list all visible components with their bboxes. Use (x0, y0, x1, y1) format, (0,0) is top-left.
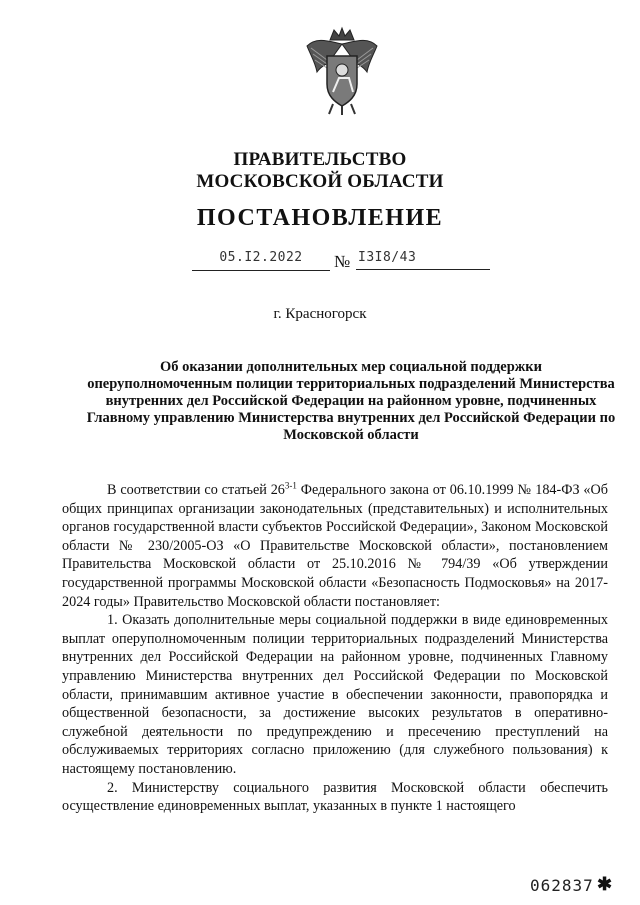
coat-of-arms-icon (303, 26, 381, 116)
document-number: I3I8/43 (356, 250, 490, 270)
number-sign: № (334, 252, 351, 271)
document-subject: Об оказании дополнительных мер социальной поддержки оперуполномоченным полиции территориальных подразделений Министерства внутренних дел Российской Федерации на районном уровне, подчиненных Главному управлению Министерства внутренних дел Российской Федерации по Московской области (86, 359, 616, 443)
org-name-line2: МОСКОВСКОЙ ОБЛАСТИ (196, 171, 444, 192)
article-superscript: 3-1 (284, 480, 297, 491)
document-date: 05.I2.2022 (192, 250, 330, 271)
city-line: г. Красногорск (273, 306, 367, 322)
asterisk-mark: ✱ (597, 874, 613, 894)
paragraph-preamble (62, 481, 608, 611)
paragraph-item-1: 1. Оказать дополнительные меры социальной поддержки в виде единовременных выплат оперуполномоченным полиции территориальных подразделений Министерства внутренних дел Российской Федерации на районном уровне, подчиненных Главному управлению Министерства внутренних дел Российской Федерации по Московской области, принимавшим активное участие в обеспечении законности, правопорядка и общественной безопасности, за достижение высоких результатов в оперативно-служебной деятельности по предупреждению и пресечению преступлений на обслуживаемых территориях согласно приложению (для служебного пользования) к настоящему постановлению. (62, 612, 608, 777)
preamble-text-b: Федерального закона от 06.10.1999 № 184-ФЗ «Об общих принципах организации законодательных (представительных) и исполнительных органов государственной власти субъектов Российской Федерации», Законом Московской области № 230/2005-ОЗ «О Правительстве Московской области», постановлением Правительства Московской области от 25.10.2016 № 794/39 «Об утверждении государственной программы Московской области «Безопасность Подмосковья» на 2017-2024 годы» Правительство Московской области постановляет: (62, 482, 608, 610)
document-type-title: ПОСТАНОВЛЕНИЕ (196, 205, 444, 231)
org-name-line1: ПРАВИТЕЛЬСТВО (233, 149, 407, 170)
serial-number: 062837 (530, 876, 594, 895)
preamble-text-a: В соответствии со статьей 26 (107, 482, 285, 498)
paragraph-item-2: 2. Министерству социального развития Московской области обеспечить осуществление единовременных выплат, указанных в пункте 1 настоящего (62, 779, 608, 815)
document-body (62, 481, 608, 816)
